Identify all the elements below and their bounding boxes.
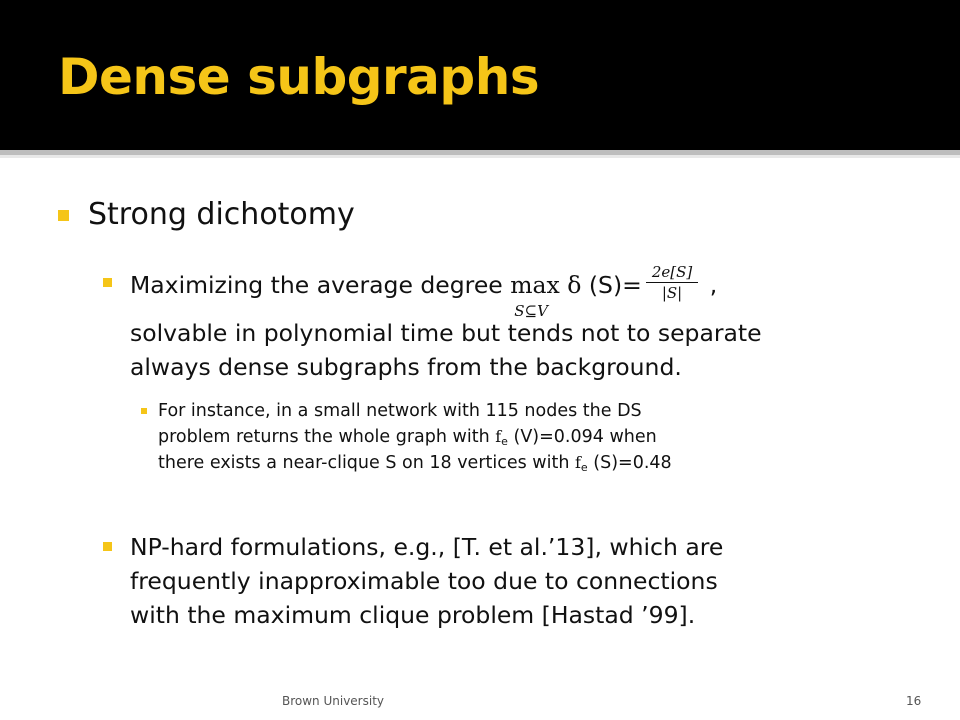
square-bullet-icon — [103, 278, 112, 287]
bullet-text: Strong dichotomy — [88, 197, 355, 232]
subsubbullet-example — [158, 398, 888, 424]
delta-symbol: δ — [559, 271, 582, 299]
slide-title: Dense subgraphs — [58, 48, 540, 106]
example-line-2-value: (V)=0.094 when — [507, 427, 657, 447]
example-line-2-text: problem returns the whole graph with — [158, 427, 496, 447]
np-hard-line-1: NP-hard formulations, e.g., [T. et al.’13], which are — [130, 533, 724, 561]
example-line-3-value: (S)=0.48 — [587, 453, 672, 473]
example-line-3 — [158, 450, 888, 481]
fraction-numerator: 2e[S] — [646, 262, 698, 283]
title-bar — [0, 0, 960, 150]
subbullet-lead: Maximizing the average degree — [130, 271, 511, 299]
max-operator — [510, 268, 560, 320]
subbullet-np-hard — [130, 530, 920, 564]
f-subscript: e — [501, 435, 508, 448]
square-bullet-icon — [103, 542, 112, 551]
f-symbol: f — [575, 453, 581, 472]
max-text: max — [510, 271, 560, 299]
footer-page-number: 16 — [906, 694, 922, 708]
delta-argument: (S)= — [581, 271, 642, 299]
title-divider-light — [0, 155, 960, 158]
subbullet-trail: , — [702, 271, 718, 299]
subbullet-continuation-2: always dense subgraphs from the background. — [130, 353, 682, 381]
example-line-3-text: there exists a near-clique S on 18 vertices with — [158, 453, 575, 473]
square-bullet-icon — [58, 210, 69, 221]
np-hard-line-2: frequently inapproximable too due to connections — [130, 567, 718, 595]
density-fraction — [646, 262, 698, 303]
fraction-denominator: |S| — [661, 284, 683, 302]
subbullet-continuation-1: solvable in polynomial time but tends not to separate — [130, 319, 762, 347]
f-symbol: f — [495, 427, 502, 446]
footer-institution: Brown University — [282, 694, 385, 708]
max-subscript: S⊆V — [514, 302, 548, 320]
square-bullet-icon — [141, 408, 147, 414]
subbullet-average-degree — [130, 263, 920, 320]
bullet-strong-dichotomy — [88, 196, 355, 234]
example-line-1: For instance, in a small network with 115 nodes the DS — [158, 401, 642, 421]
np-hard-line-3: with the maximum clique problem [Hastad ’99]. — [130, 601, 696, 629]
f-subscript: e — [580, 461, 588, 474]
